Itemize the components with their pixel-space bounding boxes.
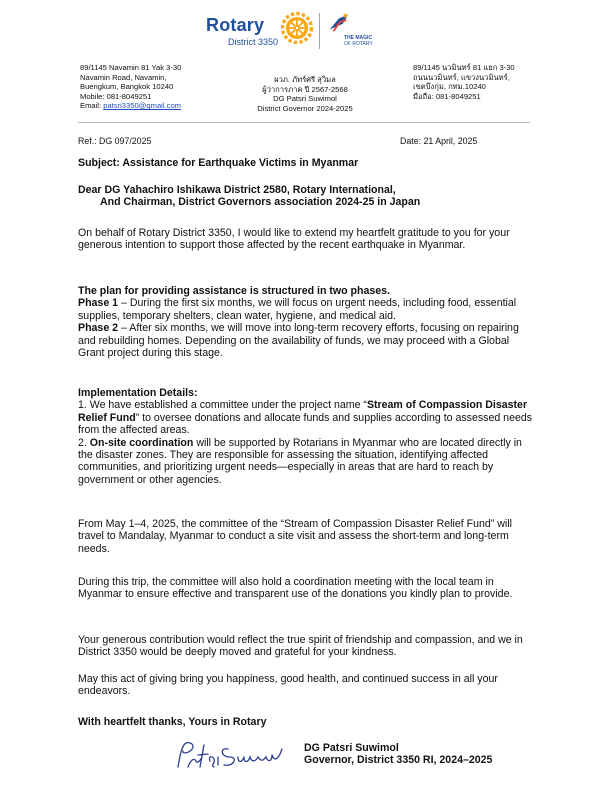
rotary-wordmark: Rotary [206, 15, 265, 35]
phase-2-text: – After six months, we will move into long-term recovery efforts, focusing on repairing and rebuilding homes. Depending on the availability of funds, we may proceed with a Global Grant project during this stage. [78, 322, 519, 360]
implementation-item-1 [78, 399, 534, 436]
address-line: Mobile: 081-8049251 [80, 91, 152, 101]
phase-1-label: Phase 1 [78, 297, 119, 310]
phases-section [78, 285, 534, 359]
district-label: District 3350 [228, 37, 279, 47]
letter-date: Date: 21 April, 2025 [400, 136, 478, 146]
governor-block [212, 75, 398, 113]
email-link[interactable]: patsri3350@gmail.com [103, 101, 181, 111]
phase-1-text: – During the first six months, we will focus on urgent needs, including food, essential supplies, temporary shelters, clean water, hygiene, and medical aid. [78, 297, 517, 322]
address-line: 89/1145 นวมินทร์ 81 แยก 3-30 [413, 63, 515, 72]
address-line: มือถือ: 081-8049251 [413, 91, 481, 101]
address-line: Buengkum, Bangkok 10240 [80, 82, 174, 92]
header-divider [78, 122, 530, 123]
magic-line-1: THE MAGIC [344, 35, 373, 41]
governor-line: District Governor 2024-2025 [257, 103, 353, 113]
implementation-section [78, 387, 534, 486]
address-line: ถนนนวมินทร์, แขวงนวมินทร์, [413, 72, 510, 82]
governor-line: ผวภ. ภัทร์ศรี สุวิมล [274, 75, 336, 84]
item-text: will be supported by Rotarians in Myanmar who are located directly in the disaster zones. They are responsible for assessing the situation, identifying affected communities, and prioritizing urgent needs—especially in areas that are hard to reach by government or other agencies. [78, 436, 522, 486]
salutation-line-1: Dear DG Yahachiro Ishikawa District 2580, Rotary International, [78, 184, 396, 196]
closing-line: With heartfelt thanks, Yours in Rotary [78, 716, 267, 728]
coordination-paragraph: During this trip, the committee will also hold a coordination meeting with the local team in Myanmar to ensure effective and transparent use of the donations you kindly plan to provide. [78, 576, 513, 601]
handwritten-signature [174, 737, 286, 773]
reference-number: Ref.: DG 097/2025 [78, 136, 152, 146]
wishes-paragraph: May this act of giving bring you happiness, good health, and continued success in all your endeavors. [78, 673, 498, 698]
salutation-line-2: And Chairman, District Governors association 2024-25 in Japan [100, 196, 421, 209]
magic-line-2: OF ROTARY [344, 41, 373, 47]
signature-block [304, 742, 492, 767]
item-text: ” to oversee donations and allocate funds and supplies according to assessed needs from the affected areas. [78, 411, 533, 437]
phase-2 [78, 322, 534, 359]
implementation-heading: Implementation Details: [78, 387, 198, 399]
onsite-label: On-site coordination [89, 436, 194, 449]
subject-line: Subject: Assistance for Earthquake Victims in Myanmar [78, 157, 359, 169]
project-name: Stream of Compassion Disaster Relief Fund [78, 399, 528, 424]
address-line: Navamin Road, Navamin, [80, 72, 167, 82]
intro-paragraph: On behalf of Rotary District 3350, I would like to extend my heartfelt gratitude to you for your generous intention to support those affected by the recent earthquake in Myanmar. [78, 227, 510, 252]
address-english [80, 63, 181, 111]
phase-2-label: Phase 2 [78, 322, 119, 335]
governor-line: ผู้ว่าการภาค ปี 2567-2568 [262, 84, 348, 94]
rotary-wheel-icon [280, 11, 314, 45]
phase-1 [78, 297, 534, 322]
governor-line: DG Patsri Suwimol [273, 94, 337, 104]
email-line [80, 101, 181, 111]
address-thai [413, 63, 515, 101]
implementation-item-2 [78, 437, 534, 487]
item-text: 1. We have established a committee under the project name “ [78, 399, 367, 412]
signer-title: Governor, District 3350 RI, 2024–2025 [304, 754, 493, 767]
email-label: Email: [80, 101, 104, 111]
signer-name: DG Patsri Suwimol [304, 742, 399, 754]
salutation [78, 184, 534, 209]
site-visit-paragraph: From May 1–4, 2025, the committee of the “Stream of Compassion Disaster Relief Fund” will travel to Mandalay, Myanmar to conduct a site visit and assess the short-term and long-term needs. [78, 518, 512, 555]
contribution-paragraph: Your generous contribution would reflect the true spirit of friendship and compassion, and we in District 3350 would be deeply moved and grateful for your kindness. [78, 634, 523, 659]
item-text: 2. [78, 436, 90, 449]
logo-divider [319, 13, 320, 49]
magic-of-rotary-icon [328, 11, 350, 33]
letterhead-logo [206, 9, 416, 57]
plan-heading: The plan for providing assistance is structured in two phases. [78, 285, 390, 297]
address-line: เขตบึงกุ่ม, กทม.10240 [413, 82, 486, 92]
address-line: 89/1145 Navamin 81 Yak 3-30 [80, 63, 182, 72]
